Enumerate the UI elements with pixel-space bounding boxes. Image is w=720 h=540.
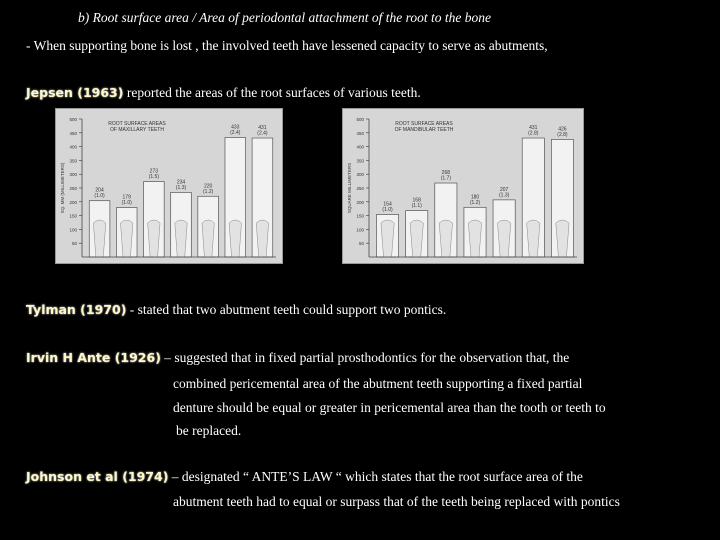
tooth-icon (229, 220, 241, 257)
tooth-icon (148, 220, 160, 257)
bar-value-label: 273 (1.5) (148, 168, 159, 181)
bar-value-label: 154 (1.0) (382, 201, 393, 213)
maxillary-chart (55, 108, 283, 264)
tooth-icon (468, 220, 481, 257)
tooth-icon (556, 220, 569, 257)
bar-value-label: 168 (1.1) (411, 197, 422, 210)
bar-value-label: 431 (2.8) (528, 125, 539, 137)
bar-value-label: 433 (2.4) (230, 124, 241, 136)
y-tick-label: 500 (356, 117, 364, 122)
ante-line (26, 350, 569, 366)
y-tick-label: 350 (356, 158, 364, 164)
tooth-icon (410, 220, 423, 257)
ante-text: – suggested that in fixed partial prosthodontics for the observation that, the (160, 350, 570, 365)
tooth-icon (202, 220, 214, 257)
tooth-icon (93, 220, 105, 257)
bar-value-label: 431 (2.4) (257, 125, 268, 137)
tooth-icon (121, 220, 133, 257)
y-tick-label: 300 (69, 172, 77, 178)
y-tick-label: 150 (356, 213, 364, 219)
y-tick-label: 400 (356, 144, 364, 150)
tooth-icon (381, 220, 394, 257)
jepsen-name: Jepsen (1963) (26, 85, 124, 100)
mandibular-chart-svg (343, 109, 583, 263)
johnson-name: Johnson et al (1974) (26, 469, 169, 484)
maxillary-chart-svg (56, 109, 282, 263)
y-tick-label: 250 (356, 186, 364, 191)
slide-heading: b) Root surface area / Area of periodontal attachment of the root to the bone (78, 10, 491, 25)
intro-text: - When supporting bone is lost , the involved teeth have lessened capacity to serve as abutments, (26, 38, 548, 53)
bar-value-label: 268 (1.7) (440, 170, 451, 182)
bar-value-label: 426 (2.8) (557, 126, 568, 138)
tooth-icon (527, 220, 540, 257)
bar-value-label: 204 (1.0) (94, 187, 105, 200)
tooth-icon (175, 220, 187, 257)
ante-name: Irvin H Ante (1926) (26, 350, 161, 365)
bar-value-label: 234 (1.3) (175, 179, 187, 191)
chart-title: ROOT SURFACE AREAS OF MANDIBULAR TEETH (394, 121, 454, 133)
y-tick-label: 400 (69, 144, 77, 150)
y-tick-label: 100 (69, 227, 77, 233)
y-axis-label: SQ. MM (MILLIMETERS) (60, 162, 65, 214)
y-tick-label: 150 (69, 213, 77, 219)
y-tick-label: 350 (69, 158, 77, 164)
bar-value-label: 220 (1.2) (203, 183, 214, 195)
y-tick-label: 200 (69, 199, 77, 205)
y-tick-label: 50 (71, 241, 77, 247)
tooth-icon (256, 220, 268, 257)
chart-title: ROOT SURFACE AREAS OF MAXILLARY TEETH (108, 121, 166, 133)
y-tick-label: 300 (356, 172, 364, 178)
y-tick-label: 250 (69, 186, 77, 191)
y-tick-label: 100 (356, 227, 364, 233)
bar-value-label: 207 (1.3) (499, 186, 510, 199)
ante-line-2: combined pericemental area of the abutment teeth supporting a fixed partial (173, 376, 583, 391)
tylman-name: Tylman (1970) (26, 302, 127, 317)
jepsen-line (26, 85, 421, 101)
bar-value-label: 180 (1.2) (469, 194, 481, 206)
y-tick-label: 50 (358, 241, 364, 247)
johnson-text: – designated “ ANTE’S LAW “ which states that the root surface area of the (168, 469, 583, 484)
mandibular-chart (342, 108, 584, 264)
jepsen-text: reported the areas of the root surfaces of various teeth. (126, 85, 421, 100)
johnson-line (26, 469, 583, 485)
ante-line-3: denture should be equal or greater in pericemental area than the tooth or teeth to (173, 400, 606, 415)
tylman-text: - stated that two abutment teeth could support two pontics. (129, 302, 447, 317)
y-tick-label: 450 (69, 130, 77, 136)
y-axis-label: SQUARE MILLIMETERS (347, 162, 352, 214)
tooth-icon (497, 220, 510, 257)
johnson-line-2: abutment teeth had to equal or surpass that of the teeth being replaced with pontics (173, 494, 620, 509)
y-tick-label: 200 (356, 199, 364, 205)
ante-line-4: be replaced. (176, 423, 242, 438)
tylman-line (26, 302, 446, 318)
y-tick-label: 500 (69, 117, 77, 122)
y-tick-label: 450 (356, 130, 364, 136)
bar-value-label: 179 (1.0) (121, 194, 132, 207)
tooth-icon (439, 220, 452, 257)
